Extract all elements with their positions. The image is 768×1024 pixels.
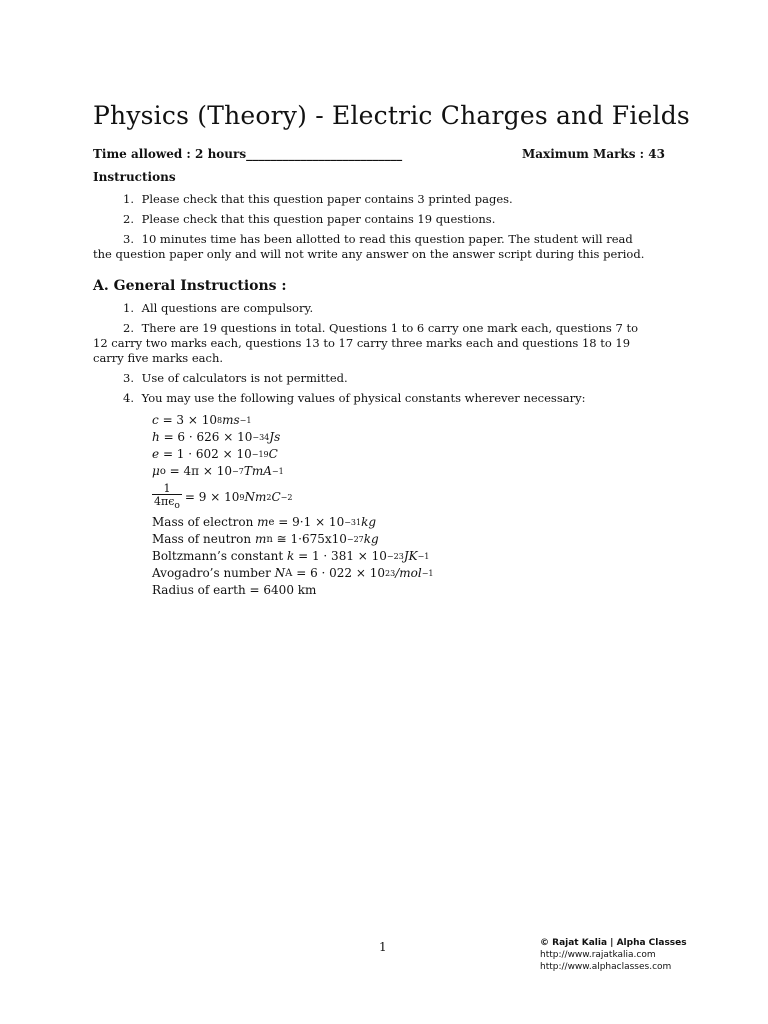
- fraction: [152, 483, 182, 511]
- item-text: Please check that this question paper contains 19 questions.: [141, 212, 496, 226]
- constant-value: = 1 · 602 × 10: [162, 447, 252, 461]
- subscript: e: [268, 517, 275, 528]
- item-number: 4.: [123, 391, 134, 405]
- constant-unit: Js: [269, 430, 281, 444]
- constant-value: = 4π × 10: [169, 464, 233, 478]
- unit-exponent: −2: [280, 492, 293, 502]
- general-instructions-heading: A. General Instructions :: [93, 278, 287, 294]
- constant-symbol: μ: [152, 464, 160, 478]
- constant-unit: Nm: [244, 489, 267, 504]
- list-item: [93, 232, 645, 262]
- constant-unit: TmA: [243, 464, 272, 478]
- list-item: [93, 391, 645, 406]
- constant-label: Avogadro’s number: [152, 566, 271, 580]
- constant-unit: kg: [361, 515, 377, 529]
- time-allowed: Time allowed : 2 hours: [93, 147, 247, 161]
- constant-value: = 9·1 × 10: [278, 515, 345, 529]
- general-instructions-list: [93, 301, 645, 411]
- list-item: [93, 321, 645, 366]
- item-number: 1.: [123, 301, 134, 315]
- physical-constants-list: [152, 412, 433, 599]
- item-text: 10 minutes time has been allotted to read this question paper. The student will read the question paper only and will not write any answer on the answer script during this period.: [93, 232, 645, 261]
- constant-symbol: m: [254, 532, 267, 546]
- page-number: 1: [379, 940, 387, 954]
- item-text: Use of calculators is not permitted.: [141, 371, 348, 385]
- constant-unit: JK: [403, 549, 418, 563]
- list-item: [93, 371, 645, 386]
- exam-meta-row: [93, 147, 665, 161]
- constant-value: = 1 · 381 × 10: [298, 549, 387, 563]
- exponent: −34: [252, 433, 270, 442]
- exponent: −31: [344, 518, 362, 527]
- item-number: 3.: [123, 232, 134, 246]
- constant-value: ≅ 1·675x10: [276, 532, 347, 546]
- constant-unit: C: [271, 489, 281, 504]
- subscript: A: [285, 568, 293, 579]
- unit-exponent: −1: [239, 416, 252, 425]
- exponent: 23: [385, 569, 396, 578]
- constant-unit: C: [268, 447, 278, 461]
- fraction-numerator: 1: [163, 481, 171, 495]
- constant-planck: [152, 429, 433, 446]
- constant-value: = 9 × 10: [184, 489, 240, 504]
- constant-earth-radius: [152, 582, 433, 599]
- constant-label: Mass of electron: [152, 515, 254, 529]
- constant-avogadro: [152, 565, 433, 582]
- page-title: Physics (Theory) - Electric Charges and Fields: [93, 101, 690, 130]
- unit-exponent: −1: [421, 569, 434, 578]
- item-number: 2.: [123, 212, 134, 226]
- item-number: 1.: [123, 192, 134, 206]
- denominator-text: 4πϵ: [154, 494, 175, 508]
- list-item: [93, 212, 645, 227]
- constant-unit: ms: [222, 413, 240, 427]
- constant-value: = 6400 km: [249, 583, 317, 597]
- subscript: o: [174, 500, 180, 512]
- constant-label: Boltzmann’s constant: [152, 549, 284, 563]
- constant-electron-charge: [152, 446, 433, 463]
- constant-symbol: e: [152, 447, 160, 461]
- instructions-list: [93, 192, 645, 267]
- exponent: −27: [346, 535, 364, 544]
- constant-label: Radius of earth: [152, 583, 246, 597]
- subscript: n: [266, 534, 273, 545]
- item-text: All questions are compulsory.: [141, 301, 314, 315]
- list-item: [93, 301, 645, 316]
- instructions-heading: Instructions: [93, 170, 176, 184]
- website-link-1[interactable]: http://www.rajatkalia.com: [540, 950, 656, 960]
- exponent: −7: [232, 467, 244, 476]
- item-text: Please check that this question paper contains 3 printed pages.: [141, 192, 513, 206]
- item-number: 3.: [123, 371, 134, 385]
- exponent: −23: [386, 552, 404, 561]
- fraction-denominator: [152, 494, 182, 511]
- website-link-2[interactable]: http://www.alphaclasses.com: [540, 962, 672, 972]
- constant-label: Mass of neutron: [152, 532, 252, 546]
- constant-permeability: [152, 463, 433, 480]
- blank-line: __________________________: [246, 147, 403, 161]
- constant-boltzmann: [152, 548, 433, 565]
- exponent: 9: [239, 492, 245, 502]
- unit-exponent: 2: [266, 492, 272, 502]
- constant-symbol: m: [257, 515, 269, 529]
- constant-value: = 3 × 10: [162, 413, 218, 427]
- constant-speed-of-light: [152, 412, 433, 429]
- constant-unit: kg: [363, 532, 379, 546]
- constant-value: = 6 · 626 × 10: [163, 430, 253, 444]
- maximum-marks: Maximum Marks : 43: [521, 147, 665, 161]
- constant-value: = 6 · 022 × 10: [296, 566, 386, 580]
- subscript: o: [159, 466, 166, 477]
- copyright-credit: © Rajat Kalia | Alpha Classes: [540, 938, 687, 948]
- constant-coulomb: [152, 482, 433, 512]
- item-text: There are 19 questions in total. Questions 1 to 6 carry one mark each, questions 7 to 12 carry two marks each, questions 13 to 17 carry three marks each and questions 18 to 19 carry five marks each.: [93, 321, 638, 365]
- constant-unit: /mol: [395, 566, 422, 580]
- unit-exponent: −1: [271, 467, 284, 476]
- unit-exponent: −1: [417, 552, 430, 561]
- constant-electron-mass: [152, 514, 433, 531]
- constant-symbol: h: [152, 430, 160, 444]
- constant-neutron-mass: [152, 531, 433, 548]
- meta-left: [93, 147, 402, 161]
- exponent: 8: [217, 416, 223, 425]
- list-item: [93, 192, 645, 207]
- exponent: −19: [251, 450, 269, 459]
- footer-credits: [540, 937, 687, 973]
- constant-symbol: c: [152, 413, 159, 427]
- constant-symbol: k: [287, 549, 295, 563]
- item-text: You may use the following values of physical constants wherever necessary:: [141, 391, 586, 405]
- item-number: 2.: [123, 321, 134, 335]
- constant-symbol: N: [274, 566, 286, 580]
